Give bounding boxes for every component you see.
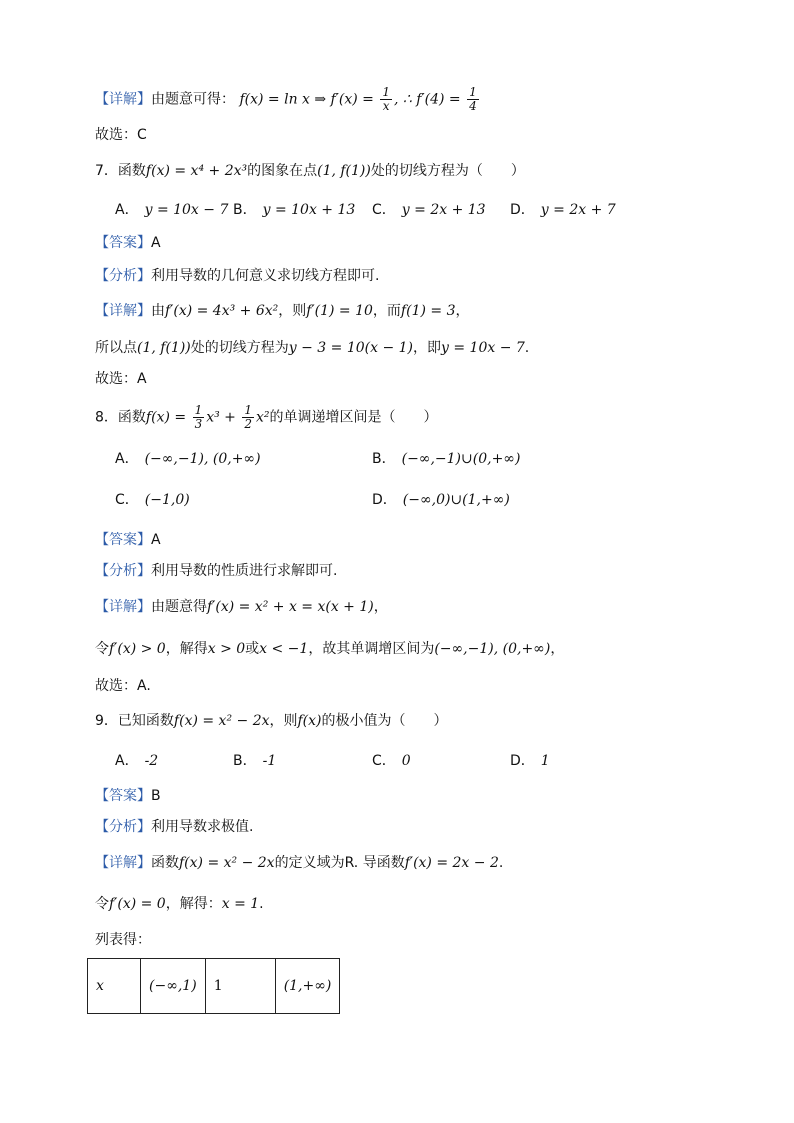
q9-option-b: B． -1	[233, 753, 277, 769]
math-expression: , ∴ f′(4) =	[394, 91, 461, 108]
q8-stem: 8．函数f(x) = $\frac{1}{3}$ x³ + $\frac{1}{2}$ x²的单调递增区间是（ ）	[95, 403, 438, 431]
q9-analysis: 【分析】利用导数求极值.	[95, 819, 254, 835]
q9-stem: 9．已知函数f(x) = x² − 2x，则f(x)的极小值为（ ）	[95, 713, 448, 729]
q8-option-c: C． (−1,0)	[115, 492, 190, 508]
q8-answer: 【答案】A	[95, 532, 161, 548]
q7-stem: 7．函数f(x) = x⁴ + 2x³的图象在点(1, f(1))处的切线方程为（ ）	[95, 163, 525, 179]
q7-option-a: A． y = 10x − 7	[115, 202, 229, 218]
fraction: $\frac{1}{4}$	[469, 85, 477, 113]
q7-option-c: C． y = 2x + 13	[372, 202, 486, 218]
q8-detail-line1: 【详解】由题意得f′(x) = x² + x = x(x + 1)，	[95, 599, 388, 615]
table-row	[88, 959, 340, 1014]
q7-option-b: B． y = 10x + 13	[233, 202, 356, 218]
fraction: $\frac{1}{3}$	[194, 403, 203, 431]
q9-detail-line2: 令f′(x) = 0，解得：x = 1.	[95, 896, 264, 912]
q8-detail-line2: 令f′(x) > 0，解得x > 0或x < −1，故其单调增区间为(−∞,−1), (0,+∞)，	[95, 641, 565, 657]
q7-option-d: D． y = 2x + 7	[510, 202, 616, 218]
q9-table-intro: 列表得：	[95, 932, 151, 948]
detail-tag: 【详解】	[95, 91, 151, 108]
q9-option-a: A． -2	[115, 753, 159, 769]
q7-choice: 故选：A	[95, 371, 147, 387]
q7-detail-line1: 【详解】由f′(x) = 4x³ + 6x²，则f′(1) = 10，而f(1) = 3，	[95, 303, 470, 319]
q8-option-b: B． (−∞,−1)∪(0,+∞)	[372, 451, 521, 467]
q8-choice: 故选：A.	[95, 678, 151, 694]
table-cell: (1,+∞)	[275, 959, 340, 1014]
q7-analysis: 【分析】利用导数的几何意义求切线方程即可.	[95, 268, 380, 284]
q8-option-a: A． (−∞,−1), (0,+∞)	[115, 451, 261, 467]
table-cell: x	[88, 959, 141, 1014]
q6-detail-line	[95, 86, 481, 113]
q6-choice: 故选：C	[95, 127, 147, 143]
q8-analysis: 【分析】利用导数的性质进行求解即可.	[95, 563, 338, 579]
detail-text: 由题意可得：	[151, 91, 235, 108]
q8-option-d: D． (−∞,0)∪(1,+∞)	[372, 492, 510, 508]
q9-option-d: D． 1	[510, 753, 550, 769]
q7-detail-line2: 所以点(1, f(1))处的切线方程为y − 3 = 10(x − 1)，即y = 10x − 7.	[95, 340, 530, 356]
q9-answer: 【答案】B	[95, 788, 161, 804]
table-cell: 1	[205, 959, 275, 1014]
fraction: $\frac{1}{2}$	[244, 403, 252, 431]
q7-answer: 【答案】A	[95, 235, 161, 251]
variation-table	[87, 958, 340, 1014]
q9-detail-line1: 【详解】函数f(x) = x² − 2x的定义域为R. 导函数f′(x) = 2x − 2.	[95, 855, 504, 871]
fraction: $\frac{1}{x}$	[382, 85, 391, 113]
q9-option-c: C． 0	[372, 753, 411, 769]
math-expression: f(x) = ln x ⇒ f′(x) =	[239, 91, 374, 108]
table-cell: (−∞,1)	[141, 959, 206, 1014]
